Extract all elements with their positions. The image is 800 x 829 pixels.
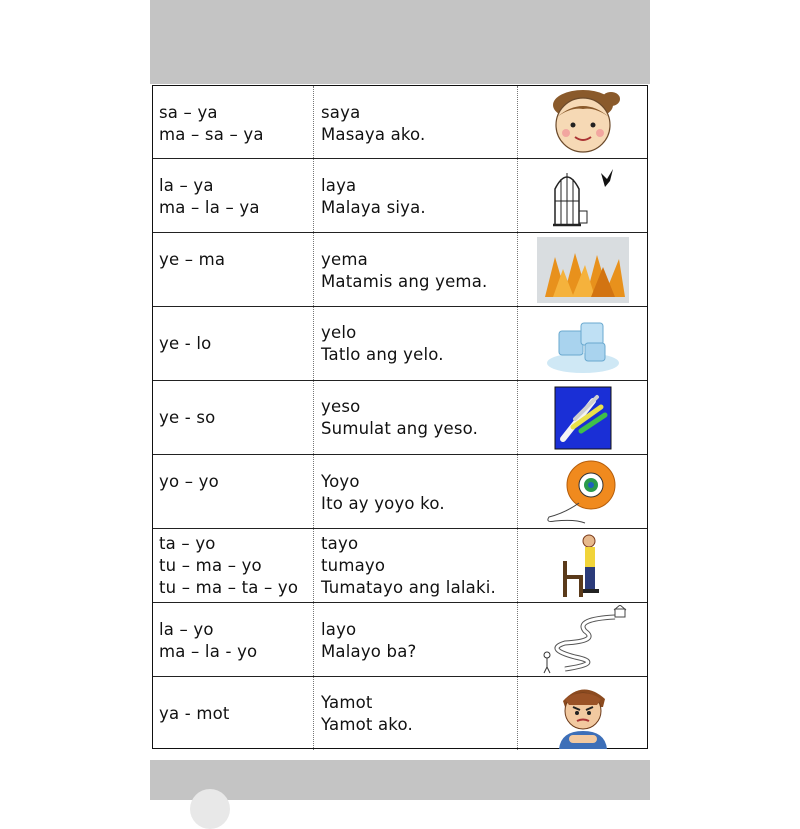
word-cell: laya Malaya siya. xyxy=(313,159,517,232)
yoyo-icon xyxy=(535,457,631,527)
word-cell: Yamot Yamot ako. xyxy=(313,677,517,750)
winding-road-icon xyxy=(535,605,631,675)
worksheet xyxy=(150,84,650,760)
chalk-icon xyxy=(535,383,631,453)
syllable-cell: sa – ya ma – sa – ya xyxy=(159,103,264,144)
table-row xyxy=(153,677,647,750)
syllable-cell: ta – yo tu – ma – yo tu – ma – ta – yo xyxy=(159,533,299,597)
syllable-cell: yo – yo xyxy=(159,472,219,491)
left-margin xyxy=(0,0,150,800)
table-row xyxy=(153,603,647,677)
right-margin xyxy=(650,0,800,800)
annoyed-boy-icon xyxy=(535,679,631,749)
birdcage-icon xyxy=(535,161,631,231)
syllable-cell: ye – ma xyxy=(159,250,226,269)
document-page xyxy=(150,0,650,800)
syllable-cell: la – yo ma – la - yo xyxy=(159,620,258,661)
syllable-cell: ya - mot xyxy=(159,703,230,723)
word-cell: tayo tumayo Tumatayo ang lalaki. xyxy=(313,529,517,602)
picture-cell xyxy=(517,529,647,602)
word-cell: Yoyo Ito ay yoyo ko. xyxy=(313,455,517,528)
yema-candy-icon xyxy=(535,235,631,305)
table-row xyxy=(153,381,647,455)
picture-cell xyxy=(517,603,647,676)
standing-boy-icon xyxy=(535,531,631,601)
syllable-cell: la – ya ma – la – ya xyxy=(159,176,260,217)
syllable-table xyxy=(152,85,648,749)
syllable-cell: ye - so xyxy=(159,407,216,427)
ice-cubes-icon xyxy=(535,309,631,379)
scroll-indicator xyxy=(190,789,230,829)
table-row xyxy=(153,307,647,381)
word-cell: saya Masaya ako. xyxy=(313,86,517,158)
word-cell: yema Matamis ang yema. xyxy=(313,233,517,306)
picture-cell xyxy=(517,677,647,750)
word-cell: yelo Tatlo ang yelo. xyxy=(313,307,517,380)
table-row xyxy=(153,529,647,603)
syllable-cell: ye - lo xyxy=(159,333,212,353)
happy-girl-icon xyxy=(535,87,631,157)
table-row xyxy=(153,159,647,233)
picture-cell xyxy=(517,381,647,454)
picture-cell xyxy=(517,86,647,158)
word-cell: yeso Sumulat ang yeso. xyxy=(313,381,517,454)
picture-cell xyxy=(517,307,647,380)
table-row xyxy=(153,86,647,159)
table-row xyxy=(153,455,647,529)
picture-cell xyxy=(517,455,647,528)
picture-cell xyxy=(517,159,647,232)
table-row xyxy=(153,233,647,307)
word-cell: layo Malayo ba? xyxy=(313,603,517,676)
picture-cell xyxy=(517,233,647,306)
